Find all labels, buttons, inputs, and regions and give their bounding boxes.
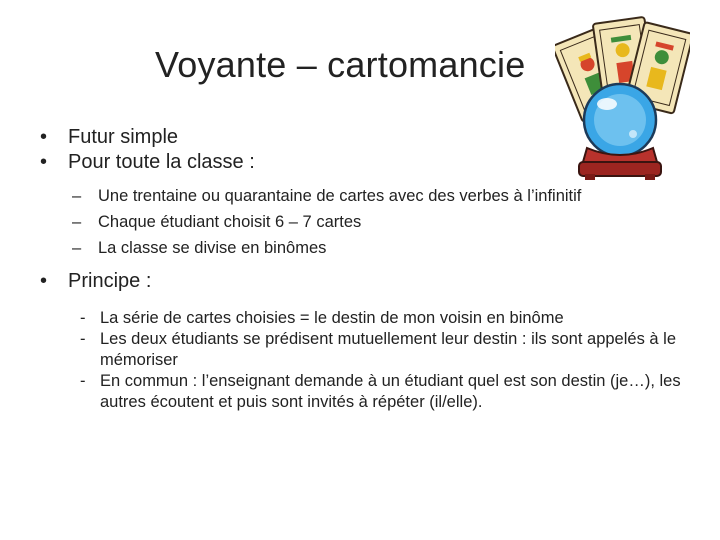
bullet-mark: •	[40, 270, 48, 292]
bullet-text: Pour toute la classe :	[68, 151, 255, 173]
bullet-item	[30, 269, 690, 294]
sub-bullet-item	[30, 239, 658, 257]
principle-section	[30, 269, 690, 294]
bullet-text: Futur simple	[68, 126, 179, 148]
principle-text: En commun : l’enseignant demande à un étudiant quel est son destin (je…), les autres écoutent et puis sont invités à répéter (il/elle).	[100, 372, 681, 411]
dash-mark: –	[72, 213, 82, 231]
bullet-item	[30, 150, 690, 175]
sub-bullet-text: Une trentaine ou quarantaine de cartes avec des verbes à l’infinitif	[98, 187, 582, 205]
sub-bullet-item	[30, 187, 658, 205]
sub-bullet-text: Chaque étudiant choisit 6 – 7 cartes	[98, 213, 362, 231]
sub-bullet-text: La classe se divise en binômes	[98, 239, 327, 257]
principle-item	[30, 371, 700, 413]
dash-mark: –	[72, 239, 82, 257]
principle-list	[30, 308, 690, 413]
hyphen-mark: -	[80, 309, 86, 327]
principle-text: Les deux étudiants se prédisent mutuellement leur destin : ils sont appelés à le mémoriser	[100, 330, 677, 369]
principle-item	[30, 329, 700, 371]
sub-bullet-item	[30, 213, 658, 231]
dash-mark: –	[72, 187, 82, 205]
bullet-mark: •	[40, 126, 48, 148]
principle-text: La série de cartes choisies = le destin de mon voisin en binôme	[100, 309, 564, 327]
sub-bullet-list	[30, 187, 690, 257]
slide-title: Voyante – cartomancie	[155, 44, 526, 85]
bullet-list	[30, 125, 690, 175]
bullet-mark: •	[40, 151, 48, 173]
bullet-text: Principe :	[68, 270, 152, 292]
hyphen-mark: -	[80, 330, 86, 348]
slide-content	[30, 125, 690, 413]
bullet-item	[30, 125, 690, 150]
principle-item	[30, 308, 700, 329]
hyphen-mark: -	[80, 372, 86, 390]
